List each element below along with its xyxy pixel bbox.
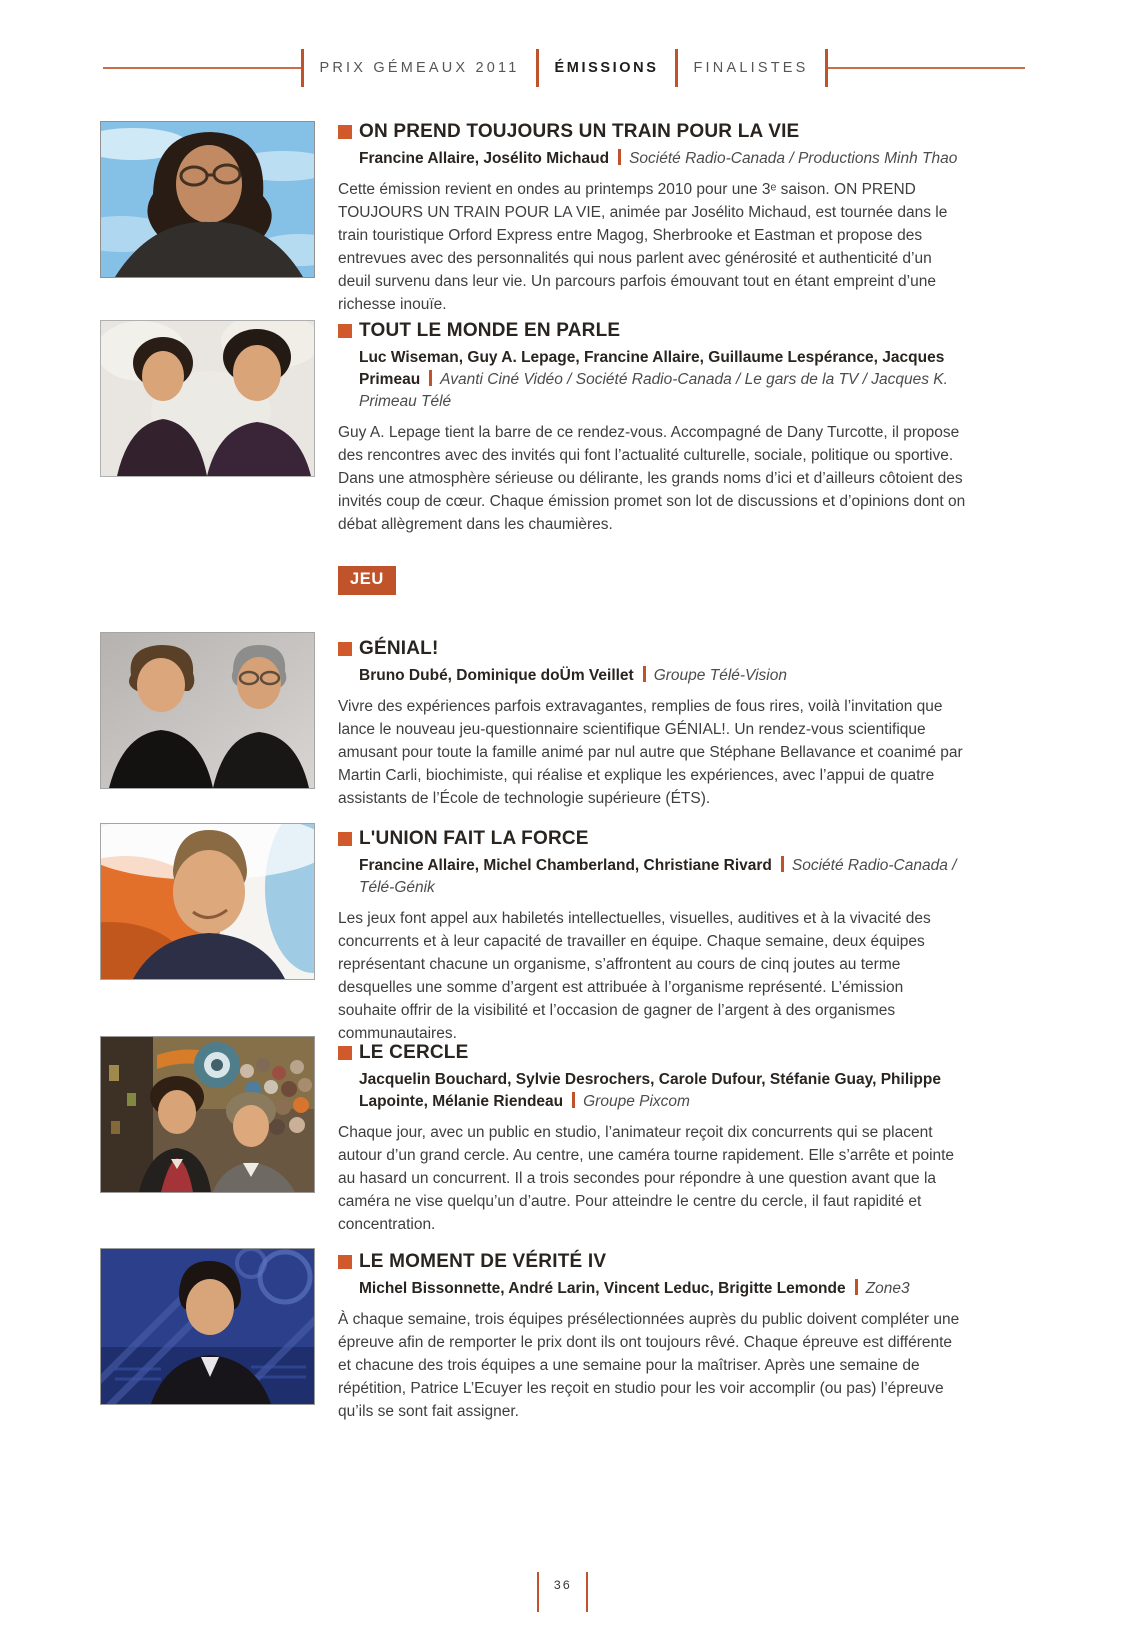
header-rule-left <box>103 67 301 69</box>
page-header <box>0 48 1125 88</box>
show-title <box>338 1251 968 1273</box>
header-section-label: ÉMISSIONS <box>554 60 659 76</box>
show-photo <box>100 1036 315 1193</box>
show-photo <box>100 823 315 980</box>
portrait-blue-tech-photo <box>101 1249 314 1404</box>
show-description: À chaque semaine, trois équipes présélectionnées auprès du public doivent compléter une épreuve afin de remporter le prix dont ils ont toujours rêvé. Chaque épreuve est différente et chacune des trois équipes a une semaine pour la maîtriser. Après une semaine de répétition, Patrice L’Ecuyer les reçoit en studio pour les voir accomplir (ou pas) l’épreuve qu’ils se sont fait assigner. <box>338 1311 960 1420</box>
show-title-text: L'UNION FAIT LA FORCE <box>359 828 589 849</box>
show-text <box>338 1042 968 1236</box>
show-title-text: LE MOMENT DE VÉRITÉ IV <box>359 1251 607 1272</box>
show-credit-names: Bruno Dubé, Dominique doÜm Veillet <box>359 667 634 684</box>
show-credits-line <box>359 855 965 899</box>
show-section <box>100 1248 968 1423</box>
credits-separator-bar <box>643 666 646 682</box>
show-producers: Groupe Pixcom <box>583 1093 690 1110</box>
show-text <box>338 121 968 316</box>
show-section <box>100 320 968 536</box>
show-photo <box>100 632 315 789</box>
bullet-square-icon <box>338 1255 352 1269</box>
show-title <box>338 638 968 660</box>
show-credit-names: Francine Allaire, Josélito Michaud <box>359 150 610 167</box>
show-description: Vivre des expériences parfois extravagantes, remplies de fous rires, voilà l’invitation que lance le nouveau jeu-questionnaire scientifique GÉNIAL!. Un rendez-vous scientifique amusant pour toute la famille animé par nul autre que Stéphane Bellavance et coanimé par Martin Carli, biochimiste, qui réalise et explique les expériences, avec l’appui de quatre assistants de l’École de technologie supérieure (ÉTS). <box>338 698 963 807</box>
credits-separator-bar <box>855 1279 858 1295</box>
show-producers: Société Radio-Canada / Productions Minh Thao <box>629 150 958 167</box>
show-description: Cette émission revient en ondes au printemps 2010 pour une 3ᵉ saison. ON PREND TOUJOURS UN TRAIN POUR LA VIE, animée par Josélito Michaud, est tournée dans le train touristique Orford Express entre Magog, Sherbrooke et Eastman et propose des entrevues avec des personnalités qui nous parlent avec générosité et authenticité d’un deuil survenu dans leur vie. Un parcours parfois émouvant tout en étant empreint d’une richesse inouïe. <box>338 181 948 313</box>
header-subsection-label: FINALISTES <box>693 60 809 76</box>
show-title-text: TOUT LE MONDE EN PARLE <box>359 320 621 341</box>
show-description: Les jeux font appel aux habiletés intellectuelles, visuelles, auditives et à la vivacité des concurrents et à leur capacité de travailler en équipe. Chaque semaine, deux équipes représentant chacune un organisme, s’affrontent au cours de cinq joutes au terme desquelles une somme d’argent est attribuée à l’organisme représenté. L’émission souhaite offrir de la visibilité et l’occasion de gagner de l’argent à des organismes communautaires. <box>338 910 931 1042</box>
page-number: 36 <box>553 1579 572 1593</box>
credits-separator-bar <box>618 149 621 165</box>
bullet-square-icon <box>338 125 352 139</box>
bullet-square-icon <box>338 832 352 846</box>
header-rule-right <box>828 67 1026 69</box>
show-section <box>100 1036 968 1236</box>
show-title <box>338 121 968 143</box>
show-credits-line <box>359 347 965 413</box>
show-section <box>100 632 968 810</box>
footer-tick <box>586 1572 588 1612</box>
show-section <box>100 823 968 1045</box>
show-description: Chaque jour, avec un public en studio, l’animateur reçoit dix concurrents qui se placent autour d’un grand cercle. Au centre, une caméra tourne rapidement. Elle s’arrête et pointe au hasard un concurrent. Il a trois secondes pour répondre à une question avant que la caméra ne vise quelqu’un d’autre. Pour atteindre le centre du cercle, il faut rapidité et concentration. <box>338 1124 955 1233</box>
show-title <box>338 828 968 850</box>
show-credit-names: Jacquelin Bouchard, Sylvie Desrochers, Carole Dufour, Stéfanie Guay, Philippe Lapointe, Mélanie Riendeau <box>359 1071 941 1110</box>
bullet-square-icon <box>338 1046 352 1060</box>
show-title-text: LE CERCLE <box>359 1042 469 1063</box>
show-credits-line <box>359 1278 965 1300</box>
show-photo <box>100 320 315 477</box>
show-text <box>338 1251 968 1423</box>
show-credits-line <box>359 665 965 687</box>
portrait-orange-photo <box>101 824 314 979</box>
duo-beige-photo <box>101 321 314 476</box>
studio-audience-photo <box>101 1037 314 1192</box>
show-title-text: ON PREND TOUJOURS UN TRAIN POUR LA VIE <box>359 121 800 142</box>
show-producers: Groupe Télé-Vision <box>653 667 787 684</box>
show-credit-names: Francine Allaire, Michel Chamberland, Christiane Rivard <box>359 857 772 874</box>
credits-separator-bar <box>429 370 432 386</box>
show-photo <box>100 121 315 278</box>
credits-separator-bar <box>572 1092 575 1108</box>
show-producers: Avanti Ciné Vidéo / Société Radio-Canada / Le gars de la TV / Jacques K. Primeau Télé <box>359 371 948 410</box>
show-producers: Zone3 <box>865 1280 910 1297</box>
show-credit-names: Luc Wiseman, Guy A. Lepage, Francine Allaire, Guillaume Lespérance, Jacques Primeau <box>359 349 945 388</box>
show-description: Guy A. Lepage tient la barre de ce rendez-vous. Accompagné de Dany Turcotte, il propose des rencontres avec des invités qui font l’actualité culturelle, sociale, politique ou sportive. Dans une atmosphère sérieuse ou délirante, les grands noms d’ici et d’ailleurs côtoient des invités coup de cœur. Chaque émission promet son lot de discussions et d’opinions dont on débat allègrement dans les chaumières. <box>338 424 966 533</box>
show-credits-line <box>359 1069 965 1113</box>
show-photo <box>100 1248 315 1405</box>
show-text <box>338 320 968 536</box>
show-title-text: GÉNIAL! <box>359 638 439 659</box>
show-text <box>338 828 968 1045</box>
show-title <box>338 1042 968 1064</box>
duo-gray-photo <box>101 633 314 788</box>
header-event-label: PRIX GÉMEAUX 2011 <box>319 60 520 76</box>
show-title <box>338 320 968 342</box>
show-text <box>338 638 968 810</box>
show-credit-names: Michel Bissonnette, André Larin, Vincent Leduc, Brigitte Lemonde <box>359 1280 846 1297</box>
show-section <box>100 121 968 316</box>
show-producers: Société Radio-Canada / Télé-Génik <box>359 857 957 896</box>
category-badge: JEU <box>338 566 396 595</box>
bullet-square-icon <box>338 324 352 338</box>
page-footer <box>0 1572 1125 1612</box>
portrait-sky-photo <box>101 122 314 277</box>
show-credits-line <box>359 148 965 170</box>
bullet-square-icon <box>338 642 352 656</box>
credits-separator-bar <box>781 856 784 872</box>
